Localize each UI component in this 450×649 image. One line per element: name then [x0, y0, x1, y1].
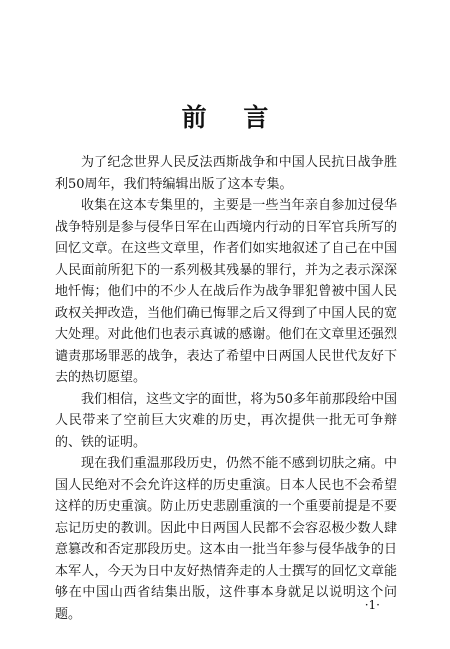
paragraph-2: 收集在这本专集里的，主要是一些当年亲自参加过侵华战争特别是参与侵华日军在山西境内行动的日军官兵所写的回忆文章。在这些文章里，作者们如实地叙述了自己在中国人民面前所犯下的一系列极其残暴的罪行，并为之表示深深地忏悔；他们中的不少人在战后作为战争罪犯曾被中国人民政权关押改造，当他们确已悔罪之后又得到了中国人民的宽大处理。对此他们也表示真诚的感谢。他们在文章里还强烈谴责那场罪恶的战争，表达了希望中日两国人民世代友好下去的热切愿望。	[55, 198, 397, 385]
paragraph-4: 现在我们重温那段历史，仍然不能不感到切肤之痛。中国人民绝对不会允许这样的历史重演。日本人民也不会希望这样的历史重演。防止历史悲剧重演的一个重要前提是不要忘记历史的教训。因此中日两国人民都不会容忍极少数人肆意篡改和否定那段历史。这本由一批当年参与侵华战争的日本军人，今天为日中友好热情奔走的人士撰写的回忆文章能够在中国山西省结集出版，这件事本身就足以说明这个问题。	[55, 456, 397, 622]
preface-body	[55, 152, 397, 625]
page-number: ·1·	[364, 598, 380, 612]
paragraph-3: 我们相信，这些文字的面世，将为50多年前那段给中国人民带来了空前巨大灾难的历史，再次提供一批无可争辩的、铁的证明。	[55, 391, 397, 450]
paragraph-1: 为了纪念世界人民反法西斯战争和中国人民抗日战争胜利50周年，我们特编辑出版了这本专集。	[55, 155, 397, 192]
page-title: 前 言	[181, 103, 283, 132]
